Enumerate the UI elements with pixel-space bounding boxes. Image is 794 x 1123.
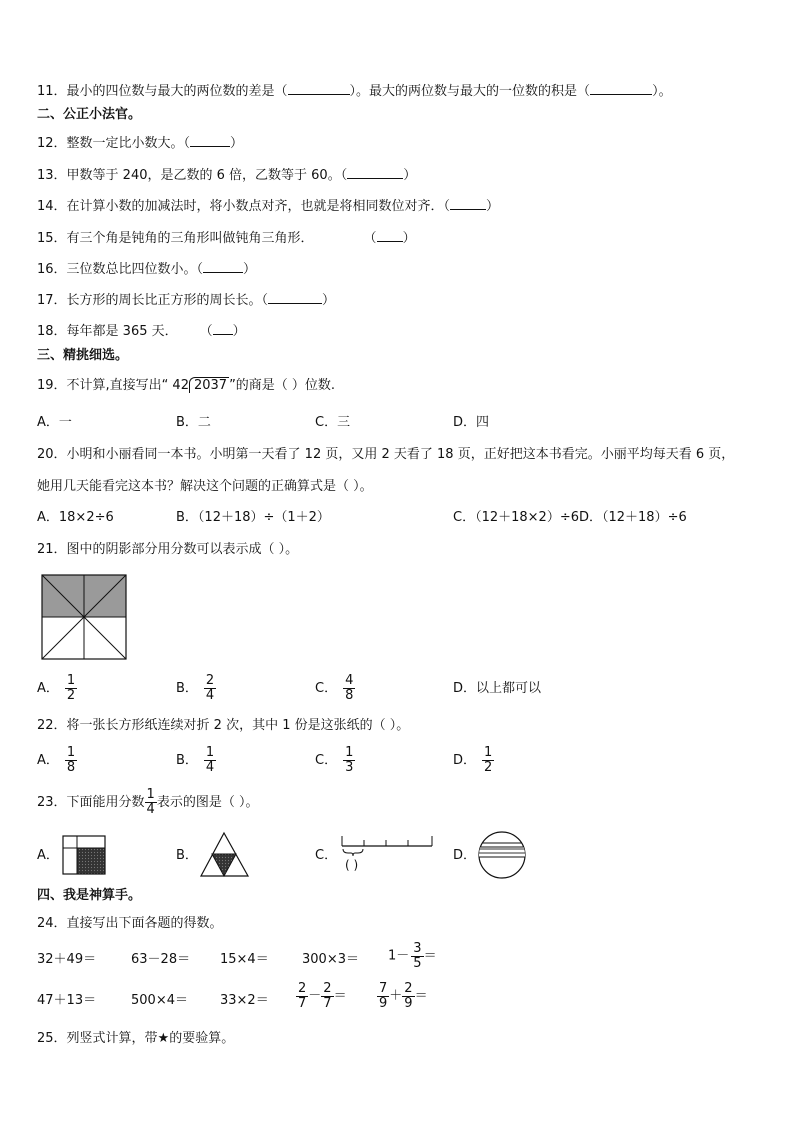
denominator: 3 <box>345 760 354 775</box>
denominator: 4 <box>205 760 215 775</box>
calc-operator: － <box>308 988 322 1004</box>
option-label: A． <box>37 753 59 768</box>
q23-label-d[interactable]: D． <box>453 848 477 863</box>
calc-item: 32＋49＝ <box>37 952 97 967</box>
q22-option-c[interactable] <box>315 746 355 775</box>
q19-divisor: 42 <box>172 378 189 393</box>
q15-paren: （ <box>363 231 377 246</box>
answer-blank[interactable] <box>347 166 403 179</box>
question-21: 21．图中的阴影部分用分数可以表示成（ ）。 <box>37 542 299 557</box>
calc-item: 500×4＝ <box>131 993 188 1008</box>
calc-item: 33×2＝ <box>220 993 269 1008</box>
numerator: 1 <box>484 745 493 760</box>
answer-blank[interactable] <box>203 260 243 273</box>
q11-text-b: ）。最大的两位数与最大的一位数的积是（ <box>349 84 591 99</box>
q14-text: 14．在计算小数的加减法时，将小数点对齐，也就是将相同数位对齐．（ <box>37 199 451 214</box>
option-label: C． <box>315 753 338 768</box>
calc-item: 15×4＝ <box>220 952 269 967</box>
calc-pre: 1－ <box>388 948 410 964</box>
fraction <box>145 788 157 817</box>
option-label: D． <box>453 753 477 768</box>
q19-pre: 19．不计算,直接写出“ <box>37 378 169 393</box>
long-division-symbol <box>168 377 229 395</box>
q17-end: ） <box>322 293 336 308</box>
answer-blank[interactable] <box>590 82 652 95</box>
calc-item: 300×3＝ <box>302 952 359 967</box>
question-13 <box>37 166 416 185</box>
denominator: 2 <box>66 688 76 703</box>
calc-equals: ＝ <box>414 988 428 1004</box>
q21-square-figure <box>42 575 128 661</box>
brace <box>343 849 363 856</box>
question-18 <box>37 322 246 341</box>
fraction <box>65 674 77 703</box>
calc-item-fraction <box>388 942 437 971</box>
denominator: 7 <box>323 996 332 1011</box>
denominator: 9 <box>379 996 388 1011</box>
calc-item: 63－28＝ <box>131 952 191 967</box>
fraction <box>65 746 77 775</box>
q19-option-b[interactable]: B．二 <box>176 415 211 430</box>
q23-label-b[interactable]: B． <box>176 848 198 863</box>
question-24: 24．直接写出下面各题的得数。 <box>37 916 223 931</box>
q11-text-c: ）。 <box>652 84 672 99</box>
q12-text: 12．整数一定比小数大。（ <box>37 136 191 151</box>
q21-option-a[interactable] <box>37 674 77 703</box>
q23-figure-a-rectangle <box>63 836 107 876</box>
q22-option-d[interactable] <box>453 746 494 775</box>
answer-blank[interactable] <box>190 134 230 147</box>
numerator: 7 <box>379 981 388 996</box>
q15-end: ） <box>402 231 416 246</box>
q17-text: 17．长方形的周长比正方形的周长长。（ <box>37 293 269 308</box>
question-20-line2: 她用几天能看完这本书？解决这个问题的正确算式是（ ）。 <box>37 479 373 494</box>
shaded-part <box>77 848 105 874</box>
denominator: 2 <box>484 760 493 775</box>
option-label: C． <box>315 681 338 696</box>
denominator: 9 <box>404 996 413 1011</box>
q15-text: 15．有三个角是钝角的三角形叫做钝角三角形． <box>37 231 314 246</box>
q20-option-c-d[interactable]: C．（12＋18×2）÷6D．（12＋18）÷6 <box>453 510 687 525</box>
fraction <box>377 982 389 1011</box>
q16-end: ） <box>243 262 257 277</box>
q18-paren: （ <box>199 324 213 339</box>
numerator: 1 <box>146 787 155 802</box>
numerator: 1 <box>66 673 76 688</box>
answer-blank[interactable] <box>288 82 350 95</box>
section-4-heading: 四、我是神算手。 <box>37 888 142 903</box>
q21-option-d[interactable]: D．以上都可以 <box>453 681 542 696</box>
numerator: 2 <box>298 981 307 996</box>
fraction <box>204 674 216 703</box>
section-3-heading: 三、精挑细选。 <box>37 348 129 363</box>
denominator: 8 <box>66 760 76 775</box>
denominator: 7 <box>298 996 307 1011</box>
numerator: 1 <box>66 745 76 760</box>
fraction <box>204 746 216 775</box>
calc-item-fraction <box>377 982 428 1011</box>
q14-end: ） <box>486 199 500 214</box>
question-16 <box>37 260 256 279</box>
calc-item: 47＋13＝ <box>37 993 97 1008</box>
fraction <box>482 746 494 775</box>
q23-label-a[interactable]: A． <box>37 848 59 863</box>
q21-option-c[interactable] <box>315 674 355 703</box>
question-23 <box>37 788 258 817</box>
question-11 <box>37 82 672 101</box>
q19-option-a[interactable]: A．一 <box>37 415 72 430</box>
option-label: B． <box>176 753 198 768</box>
question-19 <box>37 377 335 395</box>
calc-item-fraction <box>296 982 347 1011</box>
numerator: 1 <box>205 745 215 760</box>
numerator: 1 <box>345 745 354 760</box>
q16-text: 16．三位数总比四位数小。（ <box>37 262 204 277</box>
question-22: 22．将一张长方形纸连续对折 2 次，其中 1 份是这张纸的（ ）。 <box>37 718 410 733</box>
q23-figure-c-paren: ( ) <box>345 858 359 872</box>
answer-blank[interactable] <box>268 291 322 304</box>
fraction <box>321 982 333 1011</box>
shaded-part <box>478 847 526 857</box>
numerator: 2 <box>205 673 215 688</box>
q18-text: 18．每年都是 365 天． <box>37 324 178 339</box>
question-15 <box>37 229 416 248</box>
calc-equals: ＝ <box>423 948 437 964</box>
numerator: 4 <box>345 673 354 688</box>
question-20-line1: 20．小明和小丽看同一本书。小明第一天看了 12 页，又用 2 天看了 18 页，正好把这本书看完。小丽平均每天看 6 页， <box>37 447 735 462</box>
q22-option-a[interactable] <box>37 746 77 775</box>
q23-label-c[interactable]: C． <box>315 848 338 863</box>
q18-end: ） <box>232 324 246 339</box>
answer-blank[interactable] <box>213 322 233 335</box>
q13-end: ） <box>403 168 417 183</box>
q20-option-b[interactable]: B．（12＋18）÷（1＋2） <box>176 510 330 525</box>
fraction <box>402 982 414 1011</box>
fraction <box>411 942 423 971</box>
question-12 <box>37 134 243 153</box>
numerator: 2 <box>404 981 413 996</box>
denominator: 4 <box>146 802 155 817</box>
q12-end: ） <box>230 136 244 151</box>
fraction <box>343 674 355 703</box>
q23-post: 表示的图是（ ）。 <box>156 795 259 810</box>
q19-option-c[interactable]: C．三 <box>315 415 351 430</box>
fraction <box>343 746 355 775</box>
calc-equals: ＝ <box>333 988 347 1004</box>
question-14 <box>37 197 499 216</box>
section-2-heading: 二、公正小法官。 <box>37 107 142 122</box>
q21-option-b[interactable] <box>176 674 216 703</box>
denominator: 4 <box>205 688 215 703</box>
option-label: B． <box>176 681 198 696</box>
option-label: A． <box>37 681 59 696</box>
q19-option-d[interactable]: D．四 <box>453 415 490 430</box>
calc-operator: ＋ <box>389 988 403 1004</box>
q19-dividend: 2037 <box>189 377 229 393</box>
denominator: 8 <box>345 688 354 703</box>
denominator: 5 <box>413 956 422 971</box>
q23-figure-d-circle <box>478 831 528 879</box>
numerator: 2 <box>323 981 332 996</box>
q19-post: ”的商是（ ）位数. <box>229 378 336 393</box>
answer-blank[interactable] <box>450 197 486 210</box>
q22-option-b[interactable] <box>176 746 216 775</box>
q23-pre: 23．下面能用分数 <box>37 795 145 810</box>
fraction <box>296 982 308 1011</box>
q11-text-a: 11．最小的四位数与最大的两位数的差是（ <box>37 84 288 99</box>
answer-blank[interactable] <box>377 229 403 242</box>
q13-text: 13．甲数等于 240，是乙数的 6 倍，乙数等于 60。（ <box>37 168 348 183</box>
q20-option-a[interactable]: A．18×2÷6 <box>37 510 114 525</box>
numerator: 3 <box>413 941 422 956</box>
question-17 <box>37 291 335 310</box>
q23-figure-b-triangle <box>200 832 250 878</box>
question-25: 25．列竖式计算，带★的要验算。 <box>37 1031 235 1046</box>
